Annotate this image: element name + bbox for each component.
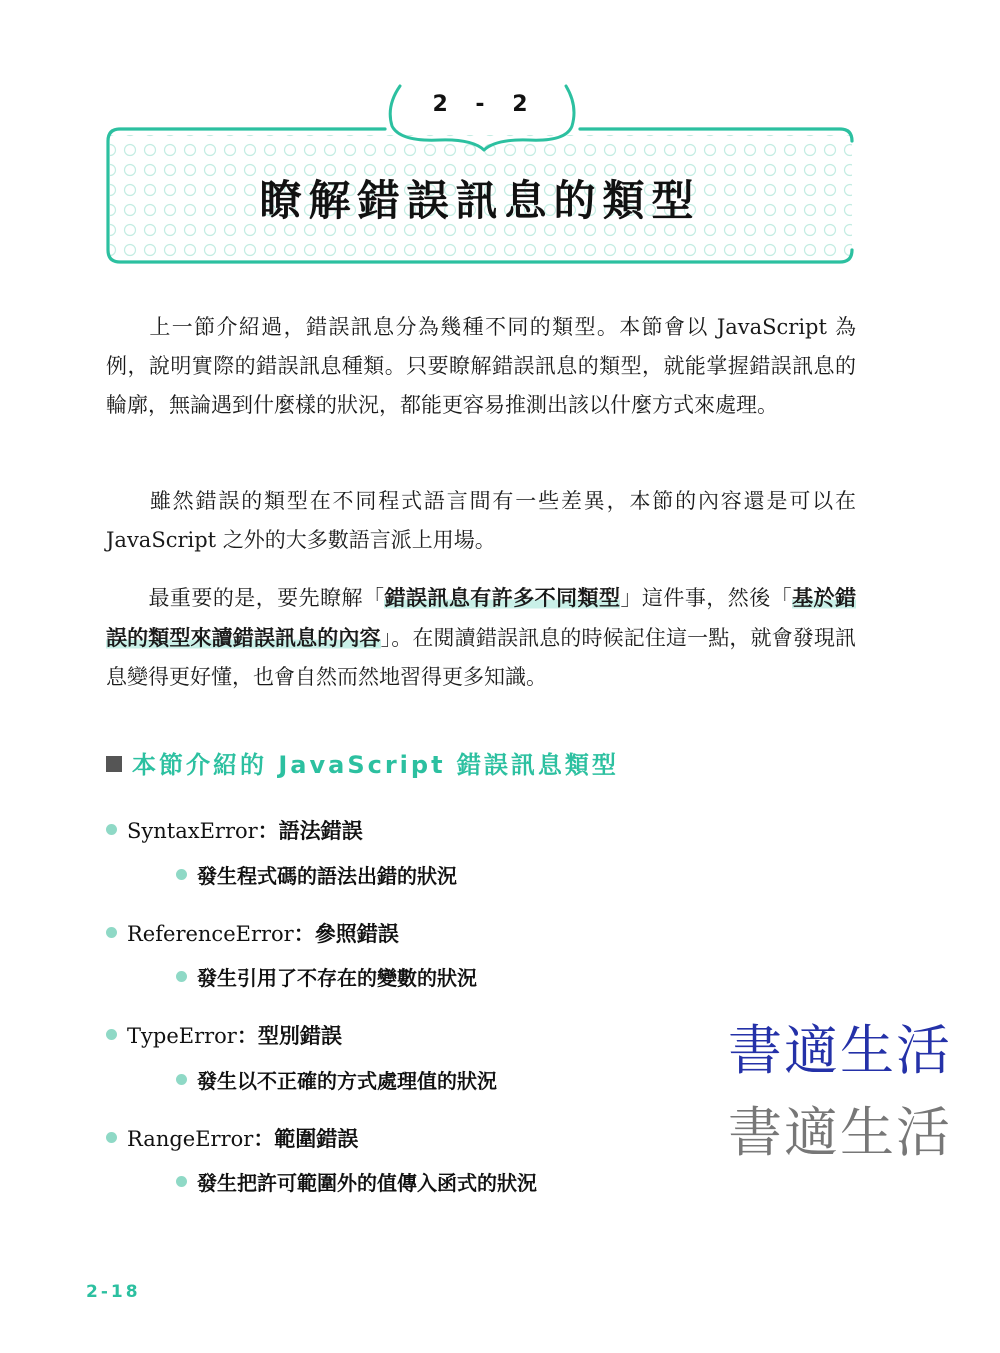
sub-item-type-error [176,1065,497,1094]
watermark-blue: 書適生活 [728,1019,952,1082]
error-type-label: ：語法錯誤 [257,819,363,843]
error-type-name: SyntaxError [127,819,258,843]
bullet-dot-icon [106,927,117,938]
sub-item-range-error [176,1167,537,1196]
bullet-dot-icon [106,1029,117,1040]
square-bullet-icon [106,756,122,772]
bullet-dot-icon [176,971,187,982]
error-type-name: ReferenceError [127,922,294,946]
error-type-detail: 發生把許可範圍外的值傳入函式的狀況 [197,1171,537,1195]
error-type-name: TypeError [127,1024,237,1048]
key-point-text-a: 最重要的是，要先瞭解「 [148,586,385,610]
section-header [0,0,1000,280]
paragraph-scope [106,482,856,560]
list-item-reference-error [106,918,399,948]
highlight-phrase-2: 基於錯誤的類型來讀錯誤訊息的內容 [106,585,857,650]
error-type-detail: 發生程式碼的語法出錯的狀況 [197,864,457,888]
bullet-dot-icon [106,1132,117,1143]
list-item-syntax-error [106,815,363,845]
bullet-dot-icon [176,869,187,880]
sub-item-reference-error [176,962,477,991]
key-point-text-c: 」這件事，然後「 [620,586,793,610]
error-type-label: ：範圍錯誤 [253,1127,359,1151]
subheading-text: 本節介紹的 JavaScript 錯誤訊息類型 [132,751,619,779]
error-type-detail: 發生引用了不存在的變數的狀況 [197,966,477,990]
highlight-phrase-1: 錯誤訊息有許多不同類型 [384,585,621,610]
paragraph-scope-text: 雖然錯誤的類型在不同程式語言間有一些差異，本節的內容還是可以在 JavaScript 之外的大多數語言派上用場。 [106,489,856,552]
bullet-dot-icon [176,1176,187,1187]
subheading [106,745,619,780]
key-point-text-e: 」。在閱讀錯誤訊息的時候記住這一點，就會發現訊息變得更好懂，也會自然而然地習得更多知識。 [106,626,856,689]
error-type-label: ：參照錯誤 [293,922,399,946]
section-number: 2 - 2 [432,92,538,117]
list-item-range-error [106,1123,358,1153]
sub-item-syntax-error [176,860,457,889]
paragraph-intro [106,308,856,425]
list-item-type-error [106,1020,342,1050]
paragraph-key-point [106,578,856,697]
header-frame-graphic [0,0,1000,280]
error-type-name: RangeError [127,1127,254,1151]
bullet-dot-icon [176,1074,187,1085]
paragraph-intro-text: 上一節介紹過，錯誤訊息分為幾種不同的類型。本節會以 JavaScript 為例，說明實際的錯誤訊息種類。只要瞭解錯誤訊息的類型，就能掌握錯誤訊息的輪廓，無論遇到什麼樣的狀況，都能更容易推測出該以什麼方式來處理。 [106,315,856,417]
error-type-detail: 發生以不正確的方式處理值的狀況 [197,1069,497,1093]
page-number: 2-18 [86,1282,141,1302]
error-type-label: ：型別錯誤 [236,1024,342,1048]
bullet-dot-icon [106,824,117,835]
watermark-gray: 書適生活 [728,1101,952,1164]
page-title: 瞭解錯誤訊息的類型 [259,176,701,225]
